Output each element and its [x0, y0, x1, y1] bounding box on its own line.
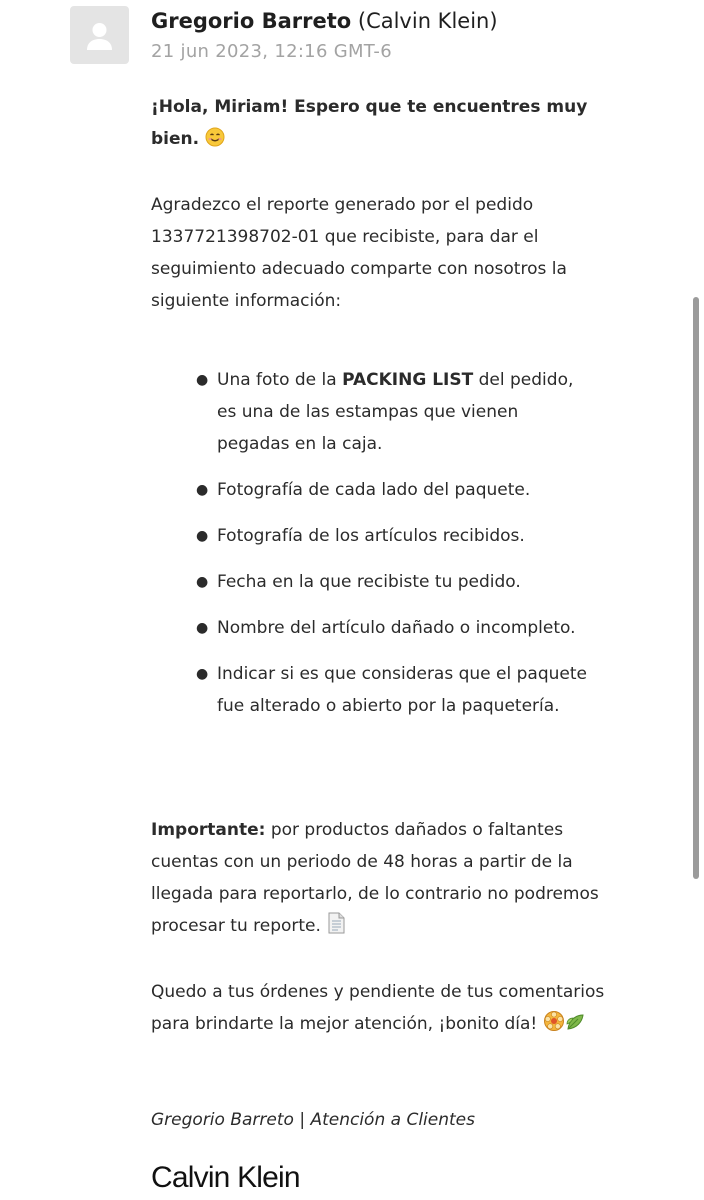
list-item: [196, 658, 596, 722]
list-item: [196, 612, 596, 644]
list-item-text: Fotografía de cada lado del paquete.: [217, 480, 531, 500]
requirements-list: [196, 364, 596, 736]
important-label: Importante:: [151, 820, 266, 840]
sender-name: Gregorio Barreto: [151, 9, 352, 33]
list-item: [196, 566, 596, 598]
closing-paragraph: [151, 976, 611, 1043]
person-icon: [70, 6, 129, 64]
list-item-text: Nombre del artículo dañado o incompleto.: [217, 618, 576, 638]
bullet-icon: ●: [196, 620, 209, 636]
scrollbar[interactable]: [693, 297, 699, 879]
signature: Gregorio Barreto | Atención a Clientes: [151, 1110, 475, 1130]
greeting: [151, 91, 611, 158]
bullet-icon: ●: [196, 372, 209, 388]
list-item-text-post: del pedido, es una de las estampas que vienen pegadas en la caja.: [217, 370, 574, 454]
list-item-text: Fotografía de los artículos recibidos.: [217, 526, 525, 546]
sender-line: [151, 7, 498, 35]
smiling-face-icon: [205, 126, 225, 158]
list-item-text: Fecha en la que recibiste tu pedido.: [217, 572, 521, 592]
document-icon: [326, 912, 346, 945]
list-item: [196, 364, 596, 460]
important-text: por productos dañados o faltantes cuentas con un periodo de 48 horas a partir de la llegada para reportarlo, de lo contrario no podremos procesar tu reporte.: [151, 820, 599, 936]
leaf-icon: [565, 1011, 585, 1043]
avatar[interactable]: [70, 6, 129, 64]
sender-org: (Calvin Klein): [357, 9, 498, 33]
intro-paragraph: Agradezco el reporte generado por el pedido 1337721398702-01 que recibiste, para dar el seguimiento adecuado comparte con nosotros la siguiente información:: [151, 195, 567, 311]
bullet-icon: ●: [196, 482, 209, 498]
closing-text: Quedo a tus órdenes y pendiente de tus comentarios para brindarte la mejor atención, ¡bonito día!: [151, 982, 605, 1034]
important-paragraph: [151, 814, 611, 945]
list-item-text-pre: Una foto de la: [217, 370, 343, 390]
bullet-icon: ●: [196, 528, 209, 544]
list-item: [196, 474, 596, 506]
bullet-icon: ●: [196, 666, 209, 682]
list-item: [196, 520, 596, 552]
flower-icon: [543, 1010, 565, 1043]
greeting-text: ¡Hola, Miriam! Espero que te encuentres muy bien.: [151, 97, 588, 149]
email-date: 21 jun 2023, 12:16 GMT-6: [151, 41, 392, 62]
packing-list-label: PACKING LIST: [342, 370, 474, 390]
brand-logo: Calvin Klein: [151, 1161, 300, 1194]
bullet-icon: ●: [196, 574, 209, 590]
list-item-text: Indicar si es que consideras que el paquete fue alterado o abierto por la paquetería.: [217, 664, 587, 716]
